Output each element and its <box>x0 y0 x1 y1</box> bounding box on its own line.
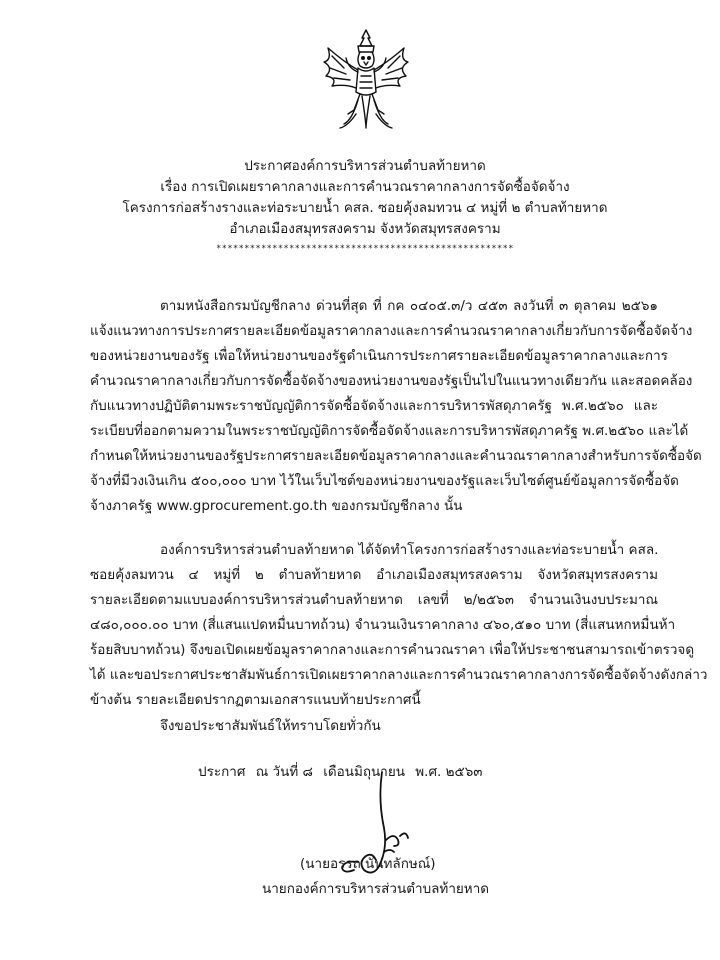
paragraph-line: ของหน่วยงานของรัฐ เพื่อให้หน่วยงานของรัฐดำเนินการประกาศรายละเอียดข้อมูลราคากลางและการ <box>90 348 668 364</box>
paragraph-reference <box>90 294 702 519</box>
date-day: ณ วันที่ ๘ <box>255 764 313 780</box>
garuda-emblem-icon <box>318 28 414 132</box>
date-month: เดือนมิถุนายน <box>323 764 405 780</box>
paragraph-line: ได้ และขอประกาศประชาสัมพันธ์การเปิดเผยราคากลางและการคำนวณราคากลางการจัดซื้อจัดจ้างดังกล่าว <box>90 667 708 683</box>
paragraph-line: กับแนวทางปฏิบัติตามพระราชบัญญัติการจัดซื้อจัดจ้างและการบริหารพัสดุภาครัฐ พ.ศ.๒๕๖๐ และ <box>90 398 658 414</box>
star-divider: ***************************************************** <box>216 244 514 254</box>
announcement-subject: เรื่อง การเปิดเผยราคากลางและการคำนวณราคากลางการจัดซื้อจัดจ้าง <box>160 179 570 195</box>
date-year: พ.ศ. ๒๕๖๓ <box>415 764 483 780</box>
date-announce-label: ประกาศ <box>198 764 246 780</box>
header-block <box>60 156 670 258</box>
paragraph-project <box>90 538 708 713</box>
announcement-org: ประกาศองค์การบริหารส่วนตำบลท้ายหาด <box>244 158 486 174</box>
paragraph-line: ซอยคุ้งลมทวน ๔ หมู่ที่ ๒ ตำบลท้ายหาด อำเภอเมืองสมุทรสงคราม จังหวัดสมุทรสงคราม <box>90 567 658 583</box>
closing-statement: จึงขอประชาสัมพันธ์ให้ทราบโดยทั่วกัน <box>160 718 381 734</box>
announcement-project: โครงการก่อสร้างรางและท่อระบายน้ำ คสล. ซอยคุ้งลมทวน ๔ หมู่ที่ ๒ ตำบลท้ายหาด <box>122 200 608 216</box>
paragraph-line: ๔๘๐,๐๐๐.๐๐ บาท (สี่แสนแปดหมื่นบาทถ้วน) จำนวนเงินราคากลาง ๔๖๐,๕๑๐ บาท (สี่แสนหกหมื่นห้า <box>90 617 676 633</box>
paragraph-line: ร้อยสิบบาทถ้วน) จึงขอเปิดเผยข้อมูลราคากลางและการคำนวณราคา เพื่อให้ประชาชนสามารถเข้าตรวจดู <box>90 642 695 658</box>
signer-title: นายกองค์การบริหารส่วนตำบลท้ายหาด <box>262 881 490 897</box>
paragraph-line: ระเบียบที่ออกตามความในพระราชบัญญัติการจัดซื้อจัดจ้างและการบริหารพัสดุภาครัฐ พ.ศ.๒๕๖๐ และได้ <box>90 423 689 439</box>
paragraph-line: คำนวณราคากลางเกี่ยวกับการจัดซื้อจัดจ้างของหน่วยงานของรัฐเป็นไปในแนวทางเดียวกัน และสอดคล้อง <box>90 373 693 389</box>
paragraph-line: รายละเอียดตามแบบองค์การบริหารส่วนตำบลท้ายหาด เลขที่ ๒/๒๕๖๓ จำนวนเงินงบประมาณ <box>90 592 658 608</box>
paragraph-line: ข้างต้น รายละเอียดปรากฏตามเอกสารแนบท้ายประกาศนี้ <box>90 692 421 708</box>
paragraph-line: กำหนดให้หน่วยงานของรัฐประกาศรายละเอียดข้อมูลราคากลางและคำนวณราคากลางสำหรับการจัดซื้อจัด <box>90 448 702 464</box>
paragraph-line: จ้างภาครัฐ www.gprocurement.go.th ของกรมบัญชีกลาง นั้น <box>90 498 463 514</box>
paragraph-line: แจ้งแนวทางการประกาศรายละเอียดข้อมูลราคากลางและการคำนวณราคากลางเกี่ยวกับการจัดซื้อจัดจ้าง <box>90 323 693 339</box>
announcement-district: อำเภอเมืองสมุทรสงคราม จังหวัดสมุทรสงคราม <box>229 221 501 237</box>
signer-name: (นายอรรถ นันทลักษณ์) <box>300 856 436 872</box>
paragraph-line: องค์การบริหารส่วนตำบลท้ายหาด ได้จัดทำโครงการก่อสร้างรางและท่อระบายน้ำ คสล. <box>160 542 659 558</box>
paragraph-line: ตามหนังสือกรมบัญชีกลาง ด่วนที่สุด ที่ กค ๐๔๐๕.๓/ว ๔๕๓ ลงวันที่ ๓ ตุลาคม ๒๕๖๑ <box>160 298 658 314</box>
paragraph-line: จ้างที่มีวงเงินเกิน ๕๐๐,๐๐๐ บาท ไว้ในเว็บไซต์ของหน่วยงานของรัฐและเว็บไซต์ศูนย์ข้อมูลการจัดซื้อจัด <box>90 473 679 489</box>
